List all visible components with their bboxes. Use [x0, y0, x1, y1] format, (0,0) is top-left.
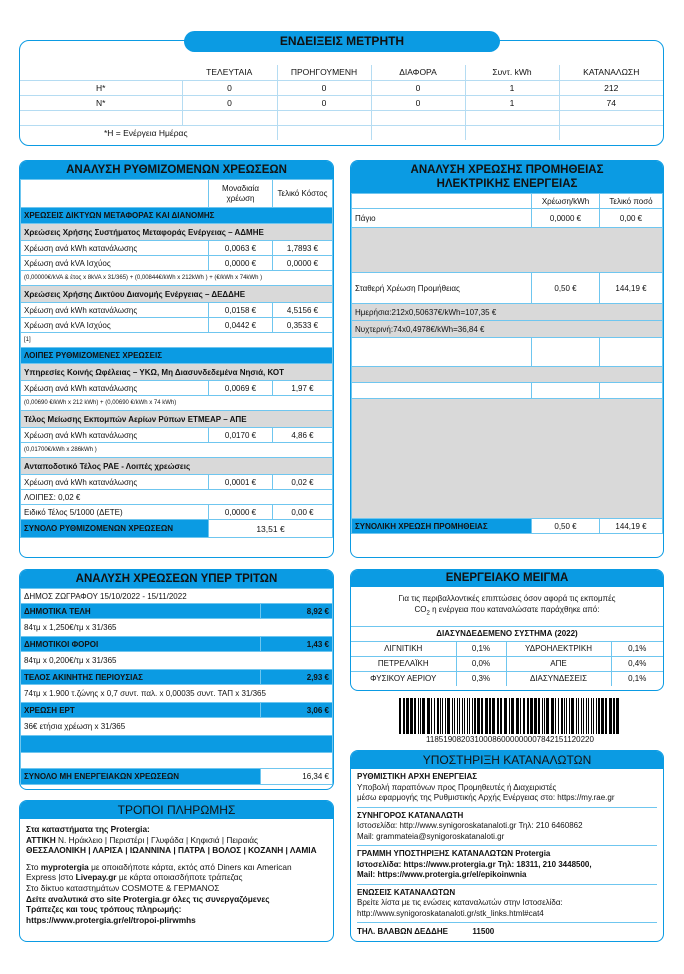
pagio-amount: 0,00 € [600, 209, 663, 228]
row-cost: 0,00 € [273, 505, 333, 520]
barcode-bar [457, 698, 458, 734]
charge-detail: 84τμ x 1,250€/τμ x 31/365 [21, 619, 333, 637]
mix-pct: 0,3% [456, 671, 506, 686]
barcode-bar [399, 698, 401, 734]
barcode-bar [583, 698, 584, 734]
barcode-bar [586, 698, 587, 734]
row-label: Χρέωση ανά kWh κατανάλωσης [21, 475, 209, 490]
barcode-bar [569, 698, 570, 734]
supply-title-line2: ΗΛΕΚΤΡΙΚΗΣ ΕΝΕΡΓΕΙΑΣ [436, 178, 578, 190]
barcode-bar [605, 698, 607, 734]
barcode-bar [544, 698, 545, 734]
barcode-bar [601, 698, 604, 734]
barcode-bar [520, 698, 521, 734]
barcode-bar [403, 698, 405, 734]
barcode-bar [504, 698, 507, 734]
barcode-bar [500, 698, 502, 734]
meter-footnote: *Η = Ενέργεια Ημέρας [20, 125, 277, 140]
mix-intro-1: Για τις περιβαλλοντικές επιπτώσεις όσον αφορά τις εκπομπές [398, 594, 616, 603]
mix-pct: 0,1% [611, 671, 663, 686]
regulated-panel [19, 160, 334, 558]
barcode-bar [427, 698, 430, 734]
meter-header: ΠΡΟΗΓΟΥΜΕΝΗ [277, 65, 371, 80]
barcode-bar [469, 698, 470, 734]
subsection-yko: Υπηρεσίες Κοινής Ωφέλειας – ΥΚΩ, Μη Διασυνδεδεμένα Νησιά, ΚΟΤ [21, 364, 333, 381]
row-cost: 0,3533 € [273, 318, 333, 333]
meter-panel [19, 40, 664, 146]
barcode-bar [538, 698, 540, 734]
municipality-period: ΔΗΜΟΣ ΖΩΓΡΑΦΟΥ 15/10/2022 - 15/11/2022 [21, 589, 333, 604]
charge-detail: 84τμ x 0,200€/τμ x 31/365 [21, 652, 333, 670]
barcode-bar [462, 698, 463, 734]
barcode-bar [485, 698, 488, 734]
charge-value: 2,93 € [261, 670, 333, 685]
meter-header: ΔΙΑΦΟΡΑ [371, 65, 465, 80]
section-networks: ΧΡΕΩΣΕΙΣ ΔΙΚΤΥΩΝ ΜΕΤΑΦΟΡΑΣ ΚΑΙ ΔΙΑΝΟΜΗΣ [21, 208, 333, 224]
barcode-bar [555, 698, 556, 734]
row-unit: 0,0442 € [209, 318, 273, 333]
rae-title: ΡΥΘΜΙΣΤΙΚΗ ΑΡΧΗ ΕΝΕΡΓΕΙΑΣ [357, 772, 478, 781]
banks-line-2: Τράπεζες και τους τρόπους πληρωμής: [26, 904, 182, 915]
charge-label: ΔΗΜΟΤΙΚΟΙ ΦΟΡΟΙ [21, 637, 261, 652]
meter-cell: 0 [277, 95, 371, 110]
meter-cell: 1 [465, 95, 559, 110]
stores-title: Στα καταστήματα της Protergia: [26, 824, 150, 834]
energy-mix-title: ΕΝΕΡΓΕΙΑΚΟ ΜΕΙΓΜΑ [351, 570, 663, 587]
barcode-bar [406, 698, 409, 734]
meter-title: ΕΝΔΕΙΞΕΙΣ ΜΕΤΡΗΤΗ [184, 31, 500, 52]
row-cost: 4,86 € [273, 428, 333, 443]
pagio-label: Πάγιο [352, 209, 532, 228]
barcode-bar [551, 698, 554, 734]
mix-pct: 0,4% [611, 656, 663, 671]
barcode-bar [467, 698, 468, 734]
supply-total-label: ΣΥΝΟΛΙΚΗ ΧΡΕΩΣΗ ΠΡΟΜΗΘΕΙΑΣ [352, 519, 532, 534]
barcode-bar [459, 698, 460, 734]
synigoros-title: ΣΥΝΗΓΟΡΟΣ ΚΑΤΑΝΑΛΩΤΗ [357, 810, 464, 820]
subsection-admie: Χρεώσεις Χρήσης Συστήματος Μεταφοράς Ενέργειας – ΑΔΜΗΕ [21, 224, 333, 241]
supply-title-line1: ΑΝΑΛΥΣΗ ΧΡΕΩΣΗΣ ΠΡΟΜΗΘΕΙΑΣ [410, 164, 604, 176]
row-cost: 1,97 € [273, 381, 333, 396]
subsection-rae: Ανταποδοτικό Τέλος ΡΑΕ - Λοιπές χρεώσεις [21, 458, 333, 475]
third-party-title: ΑΝΑΛΥΣΗ ΧΡΕΩΣΕΩΝ ΥΠΕΡ ΤΡΙΤΩΝ [20, 570, 333, 588]
charge-value: 8,92 € [261, 604, 333, 619]
barcode-bar [546, 698, 549, 734]
fault-phone-value: 11500 [472, 927, 495, 936]
charge-detail: 36€ ετήσια χρέωση x 31/365 [21, 718, 333, 736]
barcode-bar [422, 698, 425, 734]
meter-cell: 0 [371, 95, 465, 110]
meter-row-label: Ν* [20, 95, 182, 110]
barcode-bar [591, 698, 592, 734]
row-label: Χρέωση ανά kVA Ισχύος [21, 256, 209, 271]
unions-line: Βρείτε λίστα με τις ενώσεις καταναλωτών στην Ιστοσελίδα: [357, 898, 563, 907]
barcode-number: 11851908203100086000000007842151120220 [426, 735, 594, 744]
barcode-bar [414, 698, 416, 734]
rae-line: Υποβολή παραπόνων προς Προμηθευτές ή Διαχειριστές [357, 782, 557, 792]
charge-kwh-header: Χρέωση/kWh [532, 194, 600, 209]
barcode-bar [561, 698, 563, 734]
final-amount-header: Τελικό ποσό [600, 194, 663, 209]
barcode-bar [534, 698, 537, 734]
row-unit: 0,0001 € [209, 475, 273, 490]
synigoros-line: Ιστοσελίδα: http://www.synigoroskatanaloti.gr Τηλ: 210 6460862 [357, 821, 583, 830]
stores-cities: ΘΕΣΣΑΛΟΝΙΚΗ | ΛΑΡΙΣΑ | ΙΩΑΝΝΙΝΑ | ΠΑΤΡΑ | ΒΟΛΟΣ | ΚΟΖΑΝΗ | ΛΑΜΙΑ [26, 845, 317, 856]
final-cost-header: Τελικό Κόστος [273, 180, 333, 208]
pagio-unit: 0,0000 € [532, 209, 600, 228]
third-total-label: ΣΥΝΟΛΟ ΜΗ ΕΝΕΡΓΕΙΑΚΩΝ ΧΡΕΩΣΕΩΝ [21, 769, 261, 785]
mix-source: ΔΙΑΣΥΝΔΕΣΕΙΣ [506, 671, 611, 686]
row-cost: 0,0000 € [273, 256, 333, 271]
row-unit: 0,0000 € [209, 505, 273, 520]
barcode-bar [474, 698, 476, 734]
meter-cell: 1 [465, 80, 559, 95]
barcode-bar [434, 698, 435, 734]
night-detail: Νυχτερινή:74x0,4978€/kWh=36,84 € [352, 321, 663, 338]
section-other: ΛΟΙΠΕΣ ΡΥΘΜΙΖΟΜΕΝΕΣ ΧΡΕΩΣΕΙΣ [21, 348, 333, 364]
supply-total-amount: 144,19 € [600, 519, 663, 534]
barcode-bar [527, 698, 529, 734]
myprotergia-link[interactable]: myprotergia [40, 861, 89, 872]
barcode-bar [477, 698, 480, 734]
supply-total-unit: 0,50 € [532, 519, 600, 534]
barcode-bar [497, 698, 499, 734]
mix-pct: 0,1% [456, 641, 506, 656]
synigoros-mail: Mail: grammateia@synigoroskatanaloti.gr [357, 831, 505, 841]
meter-cell: 212 [559, 80, 663, 95]
meter-cell: 0 [371, 80, 465, 95]
barcode-bar [511, 698, 514, 734]
row-unit: 0,0063 € [209, 241, 273, 256]
barcode-bar [431, 698, 432, 734]
row-label: Ειδικό Τέλος 5/1000 (ΔΕΤΕ) [21, 505, 209, 520]
charge-value: 1,43 € [261, 637, 333, 652]
barcode-image [399, 698, 621, 734]
meter-header: ΚΑΤΑΝΑΛΩΣΗ [559, 65, 663, 80]
attiki-label: ΑΤΤΙΚΗ [26, 834, 56, 845]
regulated-total-label: ΣΥΝΟΛΟ ΡΥΘΜΙΖΟΜΕΝΩΝ ΧΡΕΩΣΕΩΝ [21, 520, 209, 538]
row-label: Χρέωση ανά kWh κατανάλωσης [21, 303, 209, 318]
meter-cell: 74 [559, 95, 663, 110]
support-title: ΥΠΟΣΤΗΡΙΞΗ ΚΑΤΑΝΑΛΩΤΩΝ [351, 751, 663, 769]
banks-line: Δείτε αναλυτικά στο site Protergia.gr όλες τις συνεργαζόμενες [26, 893, 270, 904]
charge-label: ΔΗΜΟΤΙΚΑ ΤΕΛΗ [21, 604, 261, 619]
barcode-bar [418, 698, 419, 734]
barcode-bar [481, 698, 483, 734]
barcode-bar [440, 698, 441, 734]
barcode-bar [454, 698, 455, 734]
meter-header: Συντ. kWh [465, 65, 559, 80]
attiki-stores: Ν. Ηράκλειο | Περιστέρι | Γλυφάδα | Κηφισιά | Πειραιάς [55, 834, 259, 845]
barcode-bar [420, 698, 421, 734]
unions-url: http://www.synigoroskatanaloti.gr/stk_links.html#cat4 [357, 908, 544, 918]
support-line-phone: Ιστοσελίδα: https://www.protergia.gr Τηλ: 18311, 210 3448500, [357, 859, 592, 869]
barcode-bar [609, 698, 612, 734]
row-label: Χρέωση ανά kWh κατανάλωσης [21, 428, 209, 443]
support-panel [350, 750, 664, 942]
row-unit: 0,0069 € [209, 381, 273, 396]
deddie-note: [1] [21, 333, 333, 348]
etmear-note: (0,01700€/kWh x 286kWh ) [21, 443, 333, 458]
admie-note: (0,00000€/kVA & έτος x 8kVA x 31/365) + (0,00844€/kWh x 212kWh ) + (€/kWh x 74kWh ) [21, 271, 333, 286]
barcode-bar [464, 698, 465, 734]
unions-title: ΕΝΩΣΕΙΣ ΚΑΤΑΝΑΛΩΤΩΝ [357, 887, 456, 897]
third-total-value: 16,34 € [261, 769, 333, 785]
subsection-etmear: Τέλος Μείωσης Εκπομπών Αερίων Ρύπων ΕΤΜΕΑΡ – ΑΠΕ [21, 411, 333, 428]
supply-panel [350, 160, 664, 558]
meter-cell: 0 [182, 95, 277, 110]
loipes-row: ΛΟΙΠΕΣ: 0,02 € [21, 490, 333, 505]
rae-line: μέσω εφαρμογής της Ρυθμιστικής Αρχής Ενέργειας στο: https://my.rae.gr [357, 793, 615, 802]
barcode-bar [452, 698, 453, 734]
yko-note: (0,00690 €/kWh x 212 kWh) + (0,00690 €/kWh x 74 kWh) [21, 396, 333, 411]
barcode-bar [516, 698, 519, 734]
support-line-title: ΓΡΑΜΜΗ ΥΠΟΣΤΗΡΙΞΗΣ ΚΑΤΑΝΑΛΩΤΩΝ Protergia [357, 849, 551, 858]
row-cost: 1,7893 € [273, 241, 333, 256]
day-detail: Ημερήσια:212x0,50637€/kWh=107,35 € [352, 304, 663, 321]
row-label: Χρέωση ανά kVA Ισχύος [21, 318, 209, 333]
barcode-bar [564, 698, 565, 734]
barcode-bar [442, 698, 443, 734]
barcode-bar [523, 698, 525, 734]
payment-url[interactable]: https://www.protergia.gr/el/tropoi-plirwmhs [26, 914, 196, 925]
row-cost: 4,5156 € [273, 303, 333, 318]
mix-pct: 0,0% [456, 656, 506, 671]
fixed-unit: 0,50 € [532, 273, 600, 304]
barcode-bar [542, 698, 543, 734]
barcode-bar [437, 698, 439, 734]
barcode-bar [571, 698, 574, 734]
barcode-bar [530, 698, 533, 734]
payment-title: ΤΡΟΠΟΙ ΠΛΗΡΩΜΗΣ [20, 801, 333, 819]
fixed-amount: 144,19 € [600, 273, 663, 304]
barcode-bar [492, 698, 495, 734]
energy-mix-panel: ΕΝΕΡΓΕΙΑΚΟ ΜΕΙΓΜΑ Για τις περιβαλλοντικές επιπτώσεις όσον αφορά τις εκπομπές $CO_2$ η ενέργεια που καταναλώσατε παράχθηκε από: ΔΙΑΣΥΝΔΕΔΕΜΕΝΟ ΣΥΣΤΗΜΑ (2022) ΛΙΓΝΙΤΙΚΗ 0,1% ΥΔΡΟΗΛΕΚΤΡΙΚΗ 0,1% ΠΕΤΡΕΛΑΪΚΗ 0,0% ΑΠΕ 0,4% ΦΥΣΙΚΟΥ ΑΕΡΙΟΥ 0,3% ΔΙΑΣΥΝΔΕΣΕΙΣ 0,1% [350, 569, 664, 691]
barcode-bar [558, 698, 559, 734]
barcode-bar [598, 698, 600, 734]
barcode-bar [410, 698, 413, 734]
meter-header: ΤΕΛΕΥΤΑΙΑ [182, 65, 277, 80]
unit-charge-header: Μοναδιαία χρέωση [209, 180, 273, 208]
barcode-bar [576, 698, 577, 734]
fixed-label: Σταθερή Χρέωση Προμήθειας [352, 273, 532, 304]
regulated-total-value: 13,51 € [209, 520, 333, 538]
barcode-bar [489, 698, 491, 734]
barcode-bar [581, 698, 582, 734]
mix-source: ΑΠΕ [506, 656, 611, 671]
row-unit: 0,0170 € [209, 428, 273, 443]
row-label: Χρέωση ανά kWh κατανάλωσης [21, 241, 209, 256]
mix-source: ΛΙΓΝΙΤΙΚΗ [351, 641, 456, 656]
mix-source: ΠΕΤΡΕΛΑΪΚΗ [351, 656, 456, 671]
barcode-bar [613, 698, 615, 734]
subsection-deddie: Χρεώσεις Χρήσης Δικτύου Διανομής Ενέργειας – ΔΕΔΔΗΕ [21, 286, 333, 303]
barcode-bar [588, 698, 589, 734]
barcode-bar [616, 698, 619, 734]
charge-label: ΤΕΛΟΣ ΑΚΙΝΗΤΗΣ ΠΕΡΙΟΥΣΙΑΣ [21, 670, 261, 685]
barcode-bar [445, 698, 446, 734]
meter-cell: 0 [277, 80, 371, 95]
barcode-bar [472, 698, 473, 734]
row-unit: 0,0158 € [209, 303, 273, 318]
charge-value: 3,06 € [261, 703, 333, 718]
barcode-bar [593, 698, 594, 734]
mix-source: ΥΔΡΟΗΛΕΚΤΡΙΚΗ [506, 641, 611, 656]
fault-phone-label: ΤΗΛ. ΒΛΑΒΩΝ ΔΕΔΔΗΕ [357, 927, 448, 936]
row-label: Χρέωση ανά kWh κατανάλωσης [21, 381, 209, 396]
cosmote-line: Στο δίκτυο καταστημάτων COSMOTE & ΓΕΡΜΑΝΟΣ [26, 882, 220, 893]
charge-detail: 74τμ x 1.900 τ.ζώνης x 0,7 συντ. παλ. x 0,00035 συντ. ΤΑΠ x 31/365 [21, 685, 333, 703]
mix-pct: 0,1% [611, 641, 663, 656]
barcode [380, 698, 640, 746]
payment-panel: ΤΡΟΠΟΙ ΠΛΗΡΩΜΗΣ Στα καταστήματα της Protergia: ΑΤΤΙΚΗ Ν. Ηράκλειο | Περιστέρι | Γλυφάδα | Κηφισιά | Πειραιάς ΘΕΣΣΑΛΟΝΙΚΗ | ΛΑΡΙΣΑ | ΙΩΑΝΝΙΝΑ | ΠΑΤΡΑ | ΒΟΛΟΣ | ΚΟΖΑΝΗ | ΛΑΜΙΑ Στο myprotergia με οποιαδήποτε κάρτα, εκτός από Diners και American Express |στο Livepay.gr με κάρτα οποιασδήποτε τράπεζας Στο δίκτυο καταστημάτων COSMOTE & ΓΕΡΜΑΝΟΣ Δείτε αναλυτικά στο site Protergia.gr όλες τις συνεργαζόμενες Τράπεζες και τους τρόπους πληρωμής: https://www.protergia.gr/el/tropoi-plirwmhs [19, 800, 334, 942]
livepay-link[interactable]: Livepay.gr [75, 872, 117, 883]
barcode-bar [566, 698, 567, 734]
third-party-panel [19, 569, 334, 790]
barcode-bar [578, 698, 579, 734]
barcode-bar [596, 698, 597, 734]
mix-source: ΦΥΣΙΚΟΥ ΑΕΡΙΟΥ [351, 671, 456, 686]
row-unit: 0,0000 € [209, 256, 273, 271]
mix-system: ΔΙΑΣΥΝΔΕΔΕΜΕΝΟ ΣΥΣΤΗΜΑ (2022) [351, 626, 663, 641]
regulated-title: ΑΝΑΛΥΣΗ ΡΥΘΜΙΖΟΜΕΝΩΝ ΧΡΕΩΣΕΩΝ [20, 161, 333, 179]
barcode-bar [509, 698, 510, 734]
barcode-bar [447, 698, 450, 734]
meter-cell: 0 [182, 80, 277, 95]
row-cost: 0,02 € [273, 475, 333, 490]
meter-row-label: Η* [20, 80, 182, 95]
charge-label: ΧΡΕΩΣΗ ΕΡΤ [21, 703, 261, 718]
support-line-mail: Mail: https://www.protergia.gr/el/epikoinwnia [357, 870, 527, 879]
meter-table [20, 65, 663, 140]
